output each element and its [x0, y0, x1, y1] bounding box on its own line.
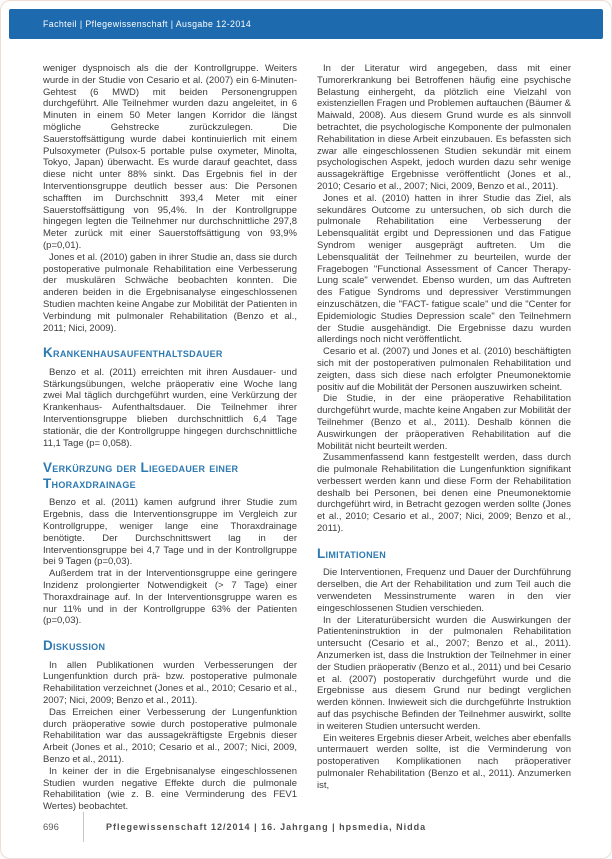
header-bar	[9, 9, 603, 39]
journal-info: Pflegewissenschaft 12/2014 | 16. Jahrgang | hpsmedia, Nidda	[106, 822, 427, 832]
section-heading: Krankenhausaufenthaltsdauer	[43, 345, 223, 361]
paragraph: Zusammenfassend kann festgestellt werden, dass durch die pulmonale Rehabilitation die Lungenfunktion signifikant verbessert werden kann und diese Form der Rehabilitation deshalb bei Personen, bei denen eine Pneumonektomie durchgeführt wird, in Betracht gezogen werden sollte (Jones et al., 2010; Cesario et al., 2007; Nici, 2009; Benzo et al., 2011).	[317, 452, 571, 535]
column-left	[43, 63, 297, 813]
header-bar-text: Fachteil | Pflegewissenschaft | Ausgabe 12-2014	[43, 19, 252, 29]
paragraph: Das Erreichen einer Verbesserung der Lungenfunktion durch präoperative sowie durch postoperative pulmonale Rehabilitation war das aussagekräftigste Ergebnis dieser Arbeit (Jones et al., 2010; Cesario et al., 2007; Nici, 2009, Benzo et al., 2011).	[43, 706, 297, 766]
paragraph: In keiner der in die Ergebnisanalyse eingeschlossenen Studien wurden negative Effekte durch die pulmonale Rehabilitation (wie z. B. eine Verminderung des FEV1 Wertes) beobachtet.	[43, 765, 297, 813]
paragraph: weniger dyspnoisch als die der Kontrollgruppe. Weiters wurde in der Studie von Cesario et al. (2007) ein 6-Minuten- Gehtest (6 MWD) mit beiden Personengruppen durchgeführt. Alle Teilnehmer wurden dazu angeleitet, in 6 Minuten in einem 50 Meter langen Korridor die längst mögliche Gehstrecke zurückzulegen. Die Sauerstoffsättigung wurde dabei kontinuierlich mit einem Pulsoxymeter (Pulsox-5 portable pulse oxymeter, Minolta, Tokyo, Japan) überwacht. Es wurde darauf geachtet, dass diese nicht unter 88% sinkt. Das Ergebnis fiel in der Interventionsgruppe deutlich besser aus: Die Personen schafften im Durchschnitt 393,4 Meter mit einer Sauerstoffsättigung von 95,4%. In der Kontrollgruppe hingegen legten die Teilnehmer nur durchschnittliche 297,8 Meter zurück mit einer Sauerstoffsättigung von 93,9% (p=0,01).	[43, 63, 297, 251]
paragraph: In der Literatur wird angegeben, dass mit einer Tumorerkrankung bei Betroffenen häufig eine psychische Belastung einhergeht, da plötzlich eine Vielzahl von existenziellen Fragen und Problemen auftauchen (Bäumer & Maiwald, 2008). Aus diesem Grund wurde es als sinnvoll betrachtet, die psychologische Komponente der pulmonalen Rehabilitation in diese Arbeit einzubauen. Es befassten sich zwar alle eingeschlossenen Studien sekundär mit einem psychologischen Aspekt, jedoch wurden dazu sehr wenige aussagekräftige Ergebnisse veröffentlicht (Jones et al., 2010; Cesario et al., 2007; Nici, 2009, Benzo et al., 2011).	[317, 63, 571, 192]
page-footer	[43, 812, 569, 842]
paragraph: Jones et al. (2010) gaben in ihrer Studie an, dass sie durch postoperative pulmonale Rehabilitation eine Verbesserung der muskulären Schwäche beobachten konnten. Die anderen beiden in die Ergebnisanalyse eingeschlossenen Studien machten keine Angabe zur Mobilität der Patienten in Verbindung mit pulmonaler Rehabilitation (Benzo et al., 2011; Nici, 2009).	[43, 251, 297, 334]
paragraph: Cesario et al. (2007) und Jones et al. (2010) beschäftigten sich mit der postoperativen pulmonalen Rehabilitation und zeigten, dass sich diese nach erfolgter Pneumonektomie positiv auf die Mobilität der Personen auszuwirken scheint.	[317, 346, 571, 393]
paragraph: Benzo et al. (2011) erreichten mit ihren Ausdauer- und Stärkungsübungen, welche präoperativ eine Woche lang zwei Mal täglich durchgeführt wurden, eine Verkürzung der Krankenhaus- Aufenthaltsdauer. Die Teilnehmer ihrer Interventionsgruppe blieben durchschnittlich 6,4 Tage stationär, die der Kontrollgruppe hingegen durchschnittliche 11,1 Tage (p= 0,058).	[43, 366, 297, 449]
column-right	[317, 63, 571, 813]
section-heading: Diskussion	[43, 638, 106, 654]
section-heading: Verkürzung der Liegedauer einer Thoraxdrainage	[43, 460, 239, 491]
paragraph: Die Interventionen, Frequenz und Dauer der Durchführung derselben, die Art der Rehabilitation und zum Teil auch die verwendeten Messinstrumente waren in den vier eingeschlossenen Studien verschieden.	[317, 567, 571, 614]
paragraph: Jones et al. (2010) hatten in ihrer Studie das Ziel, als sekundäres Outcome zu untersuchen, ob sich durch die pulmonale Rehabilitation eine Verbesserung der Lebensqualität ergibt und Depressionen und das Fatigue Syndrom weniger ausgeprägt auftreten. Um die Lebensqualität der Teilnehmer zu beurteilen, wurde der Fragebogen "Functional Assessment of Cancer Therapy- Lung scale" verwendet. Ebenso wurden, um das Auftreten des Fatigue Syndroms und depressiver Verstimmungen einzuschätzen, die "FACT- fatigue scale" und die "Center for Epidemiologic Studies Depression scale" den Teilnehmern der Studie ausgehändigt. Die Ergebnisse dazu wurden allerdings noch nicht veröffentlicht.	[317, 192, 571, 346]
paragraph: Außerdem trat in der Interventionsgruppe eine geringere Inzidenz prolongierter Notwendigkeit (> 7 Tage) einer Thoraxdrainage auf. In der Interventionsgruppe waren es nur 11% und in der Kontrollgruppe 63% der Patienten (p=0,03).	[43, 568, 297, 627]
paragraph: In allen Publikationen wurden Verbesserungen der Lungenfunktion durch prä- bzw. postoperative pulmonale Rehabilitation verzeichnet (Jones et al., 2010; Cesario et al., 2007; Nici, 2009; Benzo et al., 2011).	[43, 659, 297, 707]
paragraph: Die Studie, in der eine präoperative Rehabilitation durchgeführt wurde, machte keine Angaben zur Mobilität der Teilnehmer (Benzo et al., 2011). Deshalb können die Auswirkungen der präoperativen Rehabilitation auf die Mobilität nicht beurteilt werden.	[317, 393, 571, 452]
article-columns	[43, 63, 569, 813]
footer-divider	[83, 812, 84, 842]
paragraph: In der Literaturübersicht wurden die Auswirkungen der Patienteninstruktion in der pulmonalen Rehabilitation untersucht (Cesario et al., 2007; Benzo et al., 2011). Anzumerken ist, dass die Instruktion der Teilnehmer in einer der Studien präoperativ (Benzo et al., 2011) und bei Cesario et al. (2007) postoperativ durchgeführt wurde und die Ergebnisse aus diesem Grund nur bedingt verglichen werden können. Inwieweit sich die durchgeführte Instruktion auf das psychische Befinden der Teilnehmer auswirkt, sollte in weiteren Studien untersucht werden.	[317, 614, 571, 732]
section-heading: Limitationen	[317, 545, 387, 561]
page-number: 696	[43, 821, 59, 833]
paragraph: Benzo et al. (2011) kamen aufgrund ihrer Studie zum Ergebnis, dass die Interventionsgruppe im Vergleich zur Kontrollgruppe, weniger lange eine Thoraxdrainage benötigte. Der Durchschnittswert lag in der Interventionsgruppe bei 4,7 Tage und in der Kontrollgruppe bei 9 Tagen (p=0,03).	[43, 497, 297, 568]
paragraph: Ein weiteres Ergebnis dieser Arbeit, welches aber ebenfalls untermauert werden sollte, ist die Verminderung von postoperativen Komplikationen nach präoperativer pulmonaler Rehabilitation (Benzo et al., 2011). Anzumerken ist,	[317, 732, 571, 791]
